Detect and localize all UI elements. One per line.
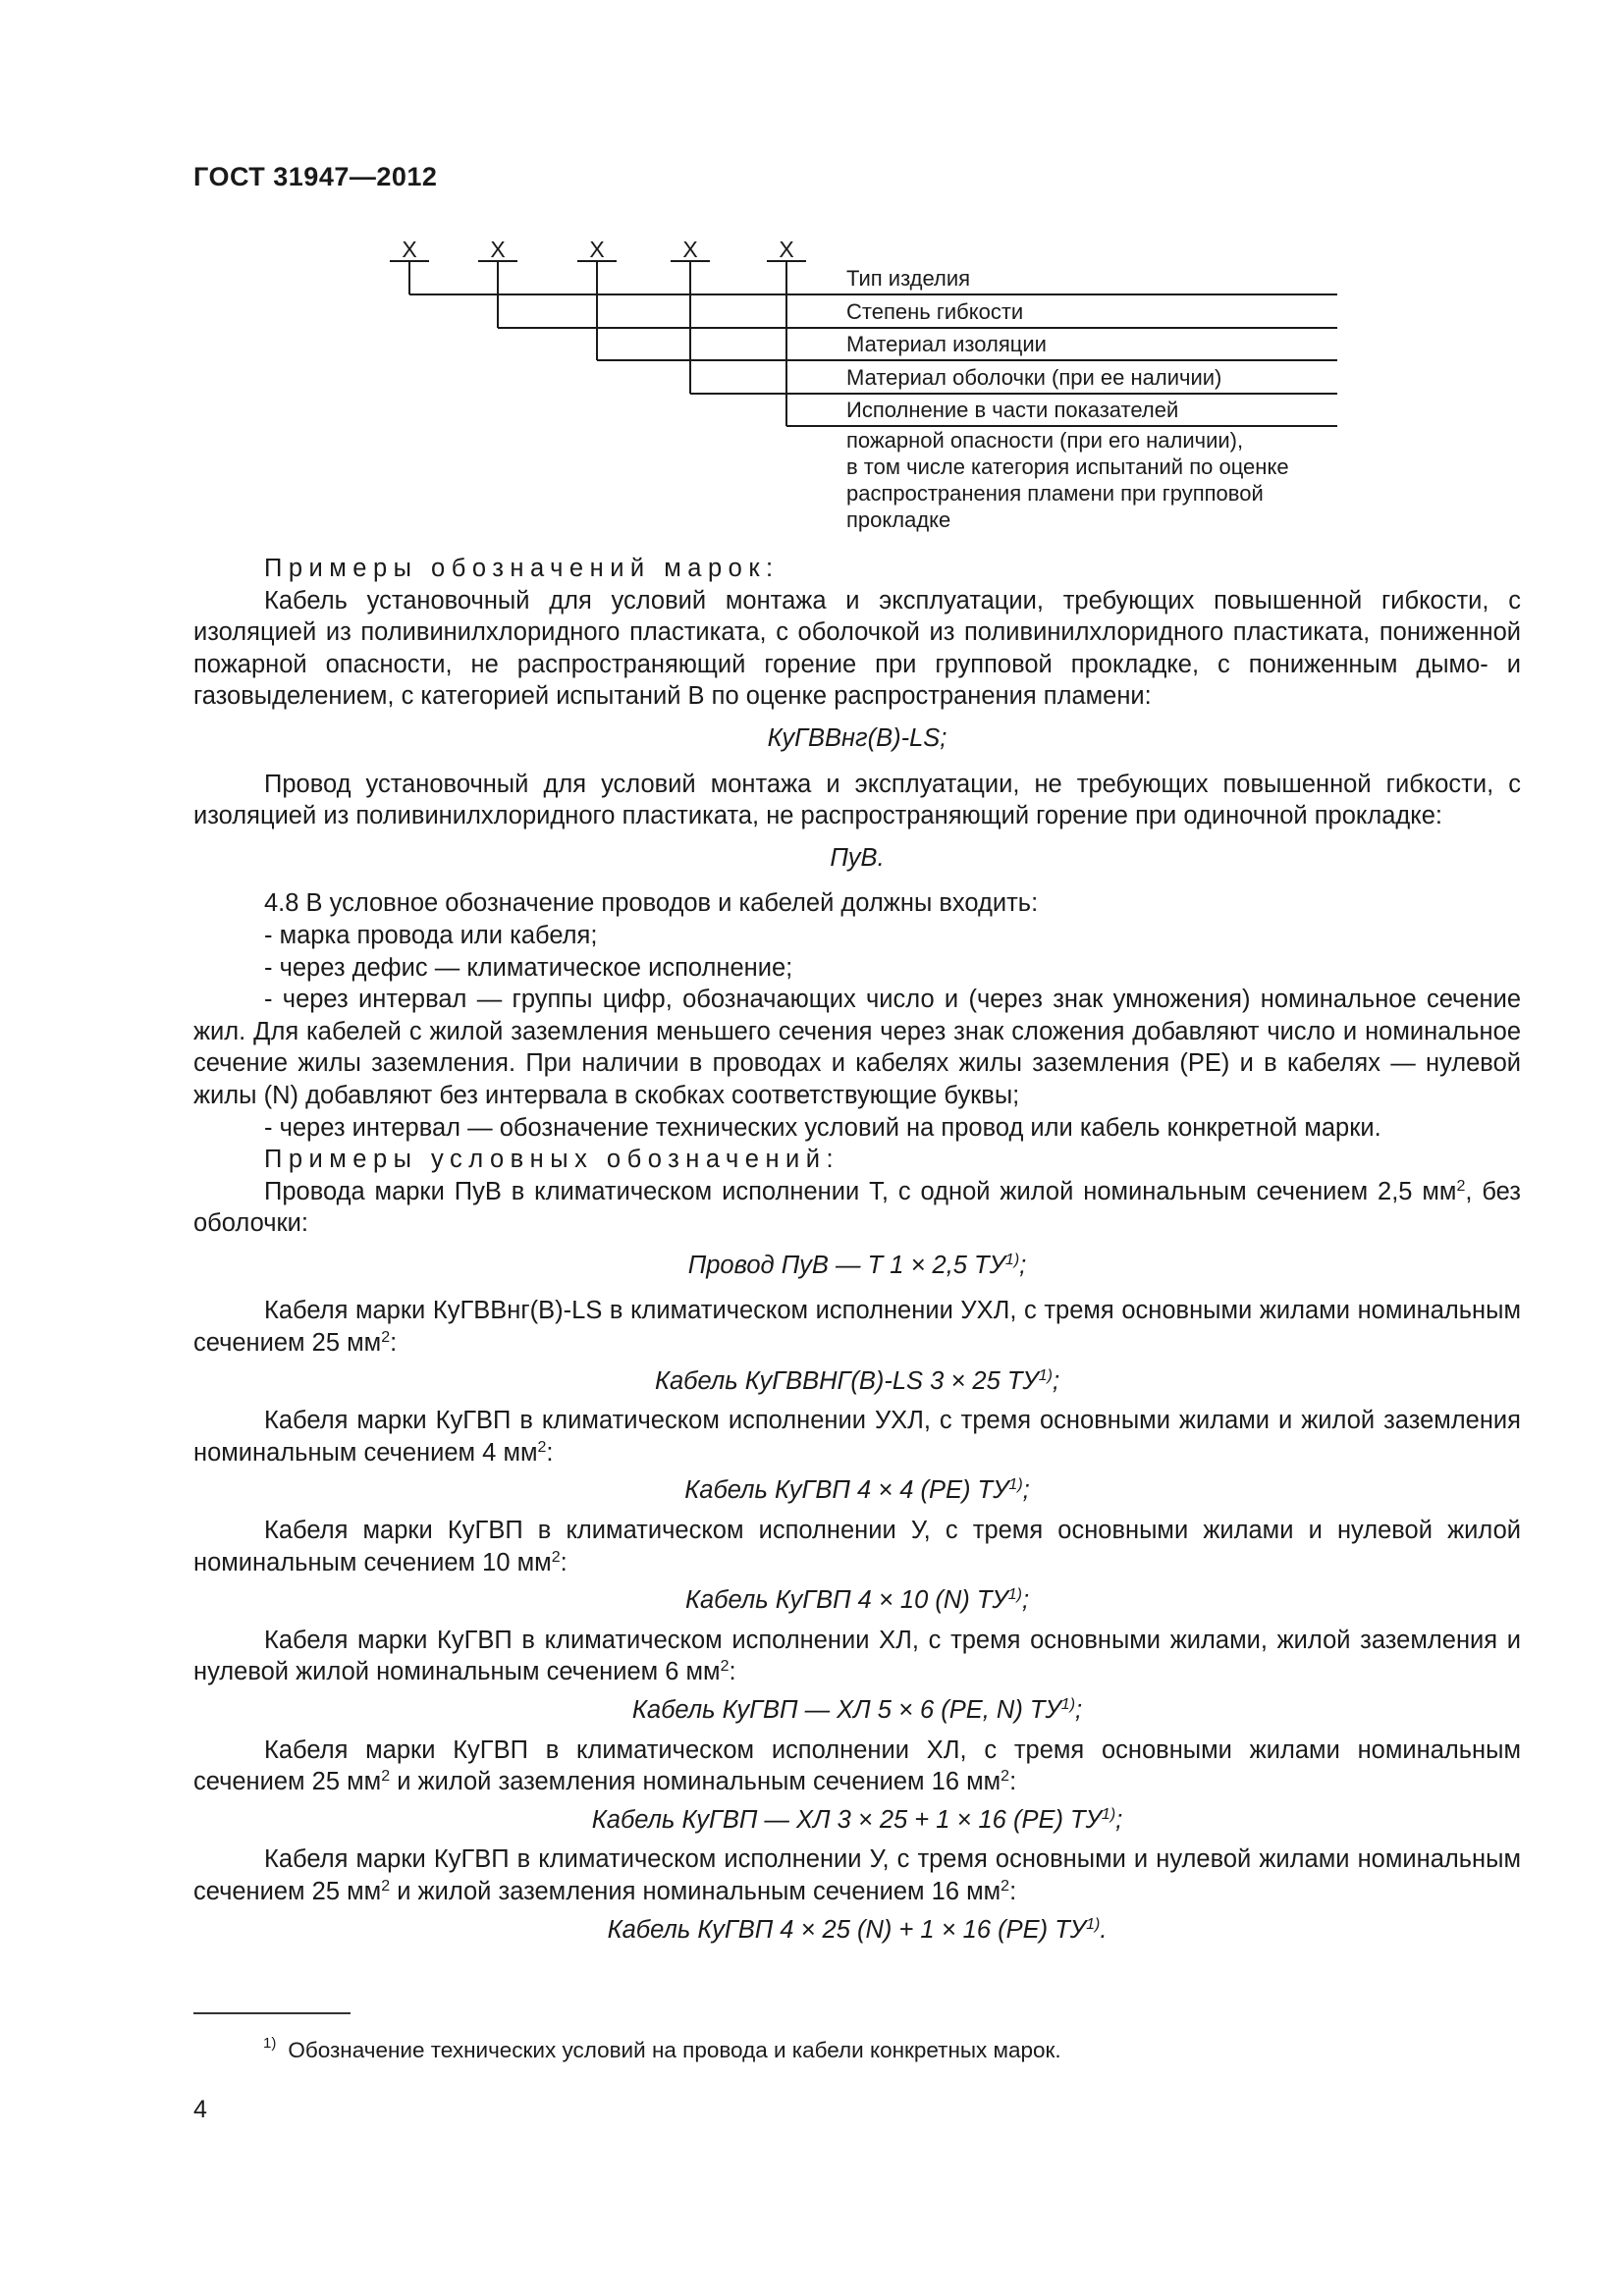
example-6-formula: Кабель КуГВП — ХЛ 3 × 25 + 1 × 16 (PE) ТУ$^{1)}$; [591, 1805, 1123, 1834]
examples-heading: Примеры обозначений марок: [264, 555, 780, 582]
conditional-heading: Примеры условных обозначений: [264, 1146, 840, 1174]
example-4-text: Кабеля марки КуГВП в климатическом исполнении У, с тремя основными жилами и нулевой жилой номинальным сечением 10 $мм^2$: [193, 1517, 1521, 1576]
label-cont-4: прокладке [846, 507, 951, 532]
footnote [263, 2035, 1061, 2063]
footnote-mark: 1) [263, 2035, 277, 2052]
label-execution: Исполнение в части показателей [846, 398, 1179, 422]
main-text [193, 553, 1521, 1953]
label-sheath: Материал оболочки (при ее наличии) [846, 365, 1222, 390]
footnote-divider [193, 2012, 351, 2014]
placeholder-4: X [682, 237, 698, 262]
list-item: - через дефис — климатическое исполнение; [264, 953, 793, 982]
paragraph: Провод установочный для условий монтажа и эксплуатации, не требующих повышенной гибкости, с изоляцией из поливинилхлоридного пластиката, не распространяющий горение при одиночной прокладке: [193, 770, 1521, 830]
list-item: - марка провода или кабеля; [264, 921, 598, 949]
example-7-text: Кабеля марки КуГВП в климатическом исполнении У, с тремя основными и нулевой жилами номинальным сечением 25 $мм^2$ и жилой заземления номинальным сечением 16 $мм^2$: [193, 1845, 1521, 1905]
label-cont-3: распространения пламени при групповой [846, 481, 1264, 506]
example-2-text: Кабеля марки КуГВВнг(В)-LS в климатическом исполнении УХЛ, с тремя основными жилами номинальным сечением 25 $мм^2$: [193, 1297, 1521, 1358]
document-header: ГОСТ 31947—2012 [193, 162, 438, 191]
placeholder-1: X [402, 237, 417, 262]
example-4-formula: Кабель КуГВП 4 × 10 (N) ТУ$^{1)}$; [684, 1586, 1030, 1615]
example-2-formula: Кабель КуГВВНГ(В)-LS 3 × 25 ТУ$^{1)}$; [654, 1366, 1060, 1395]
list-item: - через интервал — обозначение технических условий на провод или кабель конкретной марки. [264, 1113, 1381, 1142]
section-4-8: 4.8 В условное обозначение проводов и кабелей должны входить: [264, 889, 1039, 918]
paragraph: Кабель установочный для условий монтажа и эксплуатации, требующих повышенной гибкости, с изоляцией из поливинилхлоридного пластиката, с оболочкой из поливинилхлоридного пластиката, пониженной пожарной опасности, не распространяющий горение при групповой прокладке, с пониженным дымо- и газовыделением, с категорией испытаний В по оценке распространения пламени: [193, 586, 1521, 711]
label-flexibility: Степень гибкости [846, 299, 1024, 324]
example-1-formula: Провод ПуВ — Т 1 × 2,5 ТУ$^{1)}$; [687, 1251, 1027, 1279]
formula: КуГВВнг(В)-LS; [767, 723, 947, 752]
page-number: 4 [193, 2096, 207, 2123]
example-5-formula: Кабель КуГВП — ХЛ 5 × 6 (PE, N) ТУ$^{1)}$; [631, 1696, 1083, 1724]
formula: ПуВ. [830, 843, 885, 872]
list-item: - через интервал — группы цифр, обозначающих число и (через знак умножения) номинальное сечение жил. Для кабелей с жилой заземления меньшего сечения через знак сложения добавляют число и номинальное сечение жилы заземления. При наличии в проводах и кабелях жилы заземления (PE) и в кабелях — нулевой жилы (N) добавляют без интервала в скобках соответствующие буквы; [193, 986, 1521, 1109]
placeholder-5: X [779, 237, 794, 262]
placeholder-3: X [589, 237, 605, 262]
designation-structure-diagram [0, 0, 1623, 550]
placeholder-2: X [490, 237, 506, 262]
example-6-text: Кабеля марки КуГВП в климатическом исполнении ХЛ, с тремя основными жилами номинальным сечением 25 $мм^2$ и жилой заземления номинальным сечением 16 $мм^2$: [193, 1735, 1521, 1796]
label-product-type: Тип изделия [846, 266, 971, 291]
footnote-text: Обозначение технических условий на провода и кабели конкретных марок. [288, 2038, 1061, 2062]
example-3-formula: Кабель КуГВП 4 × 4 (PE) ТУ$^{1)}$; [684, 1476, 1030, 1505]
example-3-text: Кабеля марки КуГВП в климатическом исполнении УХЛ, с тремя основными жилами и жилой заземления номинальным сечением 4 $мм^2$: [193, 1407, 1521, 1467]
example-5-text: Кабеля марки КуГВП в климатическом исполнении ХЛ, с тремя основными жилами, жилой заземления и нулевой жилой номинальным сечением 6 $мм^2$: [193, 1626, 1521, 1686]
label-cont-1: пожарной опасности (при его наличии), [846, 428, 1244, 453]
example-7-formula: Кабель КуГВП 4 × 25 (N) + 1 × 16 (PE) ТУ$^{1)}$. [607, 1915, 1108, 1944]
label-cont-2: в том числе категория испытаний по оценке [846, 454, 1289, 479]
label-insulation: Материал изоляции [846, 332, 1047, 356]
example-1-text: Провода марки ПуВ в климатическом исполнении Т, с одной жилой номинальным сечением 2,5 $мм^2$, без оболочки: [193, 1177, 1521, 1238]
